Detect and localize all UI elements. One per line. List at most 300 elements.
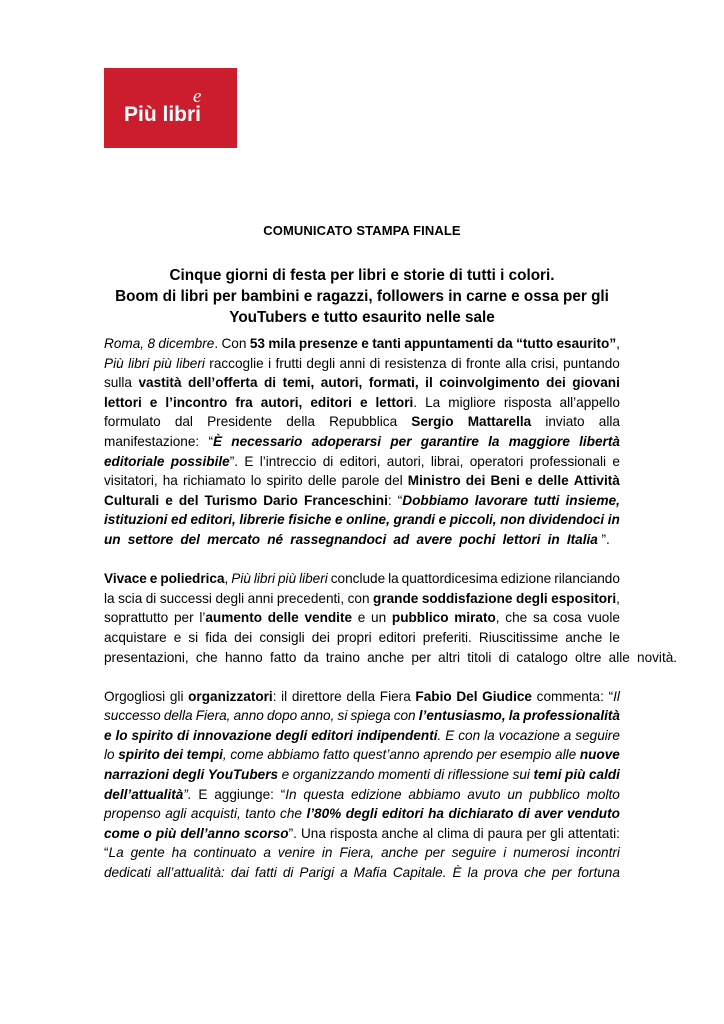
word: di <box>473 825 484 841</box>
word: catalogo <box>516 649 568 665</box>
word: prova <box>484 865 519 881</box>
word: fronte <box>466 355 501 371</box>
word: gli <box>169 688 184 704</box>
word: alle <box>608 649 630 665</box>
text-line <box>104 569 620 589</box>
word: la <box>508 708 521 724</box>
word: necessario <box>231 433 303 449</box>
word: da <box>303 649 319 665</box>
word: altri <box>438 649 461 665</box>
text-line <box>104 412 620 432</box>
text-line <box>104 843 620 863</box>
word: molto <box>586 786 620 802</box>
word: Una <box>300 825 326 841</box>
word: anno <box>233 708 264 724</box>
word: grandi <box>393 512 436 528</box>
word: delle <box>537 473 569 489</box>
word: espositori, <box>551 590 620 606</box>
word: raccoglie <box>209 355 264 371</box>
word: successi <box>159 590 212 606</box>
word: dei <box>163 747 184 763</box>
word: Beni <box>490 473 520 489</box>
word: tempi, <box>186 747 227 763</box>
word: di <box>264 375 277 391</box>
word: nuove <box>579 747 620 763</box>
word: all’attualità: <box>156 865 225 881</box>
word: editori <box>310 394 352 410</box>
word: commenta: <box>536 688 604 704</box>
word: come <box>230 747 264 763</box>
word: Roma, <box>104 336 145 351</box>
word: Giudice <box>482 688 532 704</box>
word: esempio <box>500 747 552 763</box>
word: spiega <box>350 708 391 724</box>
word: non <box>500 512 526 528</box>
word: quest’anno <box>353 747 420 763</box>
word: mirato, <box>454 610 500 626</box>
word: Italia ”. <box>566 531 610 547</box>
text-line <box>104 745 620 765</box>
word: e <box>149 571 158 587</box>
press-release-kicker: COMUNICATO STAMPA FINALE <box>263 223 461 238</box>
word: precedenti, <box>276 590 345 606</box>
word: Mafia <box>353 865 387 881</box>
word: di <box>369 355 381 371</box>
word: per <box>425 845 445 861</box>
word: librai, <box>430 453 464 469</box>
text-line <box>104 765 620 785</box>
word: organizzando <box>292 767 375 783</box>
word: pubblico <box>391 610 449 626</box>
word: con <box>347 590 370 606</box>
text-line <box>104 824 620 844</box>
word: abbiamo <box>408 786 461 802</box>
word: spirito <box>131 727 174 743</box>
word: si <box>337 708 348 724</box>
word: Orgogliosi <box>104 688 166 704</box>
word: l’entusiasmo, <box>418 708 506 724</box>
word: Mattarella <box>467 414 532 430</box>
word: delle <box>307 473 337 489</box>
word: propenso <box>104 806 161 822</box>
word: “La <box>104 845 124 861</box>
word: temi, <box>282 375 315 391</box>
word: ha <box>428 806 444 822</box>
word: della <box>163 708 193 724</box>
word: ad <box>393 531 410 547</box>
word: operatori <box>469 453 524 469</box>
word: E <box>445 727 455 743</box>
word: incontri <box>576 845 620 861</box>
word: in <box>321 845 333 861</box>
word: resistenza <box>384 355 447 371</box>
word: tanto <box>245 806 276 822</box>
logo-text: Più libri <box>124 103 202 126</box>
piu-libri-logo <box>104 68 237 148</box>
word: e <box>104 727 112 743</box>
word: in <box>547 531 560 547</box>
word: autori, <box>320 375 363 391</box>
word: il <box>425 375 433 391</box>
word: professionali <box>529 453 607 469</box>
word: rassegnandoci <box>290 531 387 547</box>
word: spirito <box>118 747 160 763</box>
word: al <box>422 825 434 841</box>
word: e <box>357 610 366 626</box>
word: Sergio <box>411 414 454 430</box>
word: frutti <box>275 355 302 371</box>
word: per <box>526 825 547 841</box>
word: pubblico <box>529 786 580 802</box>
word: lettori <box>502 531 541 547</box>
word: appuntamenti <box>404 336 494 351</box>
word: inviato <box>545 414 585 430</box>
word: dichiarato <box>448 806 514 822</box>
word: la <box>104 590 115 606</box>
word: della <box>286 414 315 430</box>
word: garantire <box>420 433 479 449</box>
word: libertà <box>579 433 620 449</box>
word: l’incontro <box>165 394 228 410</box>
word: Fiera, <box>195 708 231 724</box>
word: successo <box>104 708 161 724</box>
word: di <box>177 727 190 743</box>
word: degli <box>215 590 245 606</box>
word: la <box>388 571 399 587</box>
word: narrazioni <box>104 767 169 783</box>
logo-mark <box>104 68 237 148</box>
word: dell’anno <box>180 825 240 841</box>
word: dal <box>174 414 193 430</box>
word: 8 <box>147 336 155 351</box>
word: momenti <box>377 767 431 783</box>
word: della <box>346 688 376 704</box>
word: Più <box>231 571 251 587</box>
word: venire <box>277 845 315 861</box>
word: l’80% <box>306 806 342 822</box>
word: adoperarsi <box>311 433 382 449</box>
article-body <box>104 334 678 902</box>
word: consigli <box>259 629 305 645</box>
word: a <box>563 727 572 743</box>
headline-line: Cinque giorni di festa per libri e storie di tutti i colori. <box>169 267 555 284</box>
word: per <box>390 433 412 449</box>
word: e <box>165 492 173 508</box>
text-line <box>104 393 620 413</box>
word: soddisfazione <box>421 590 513 606</box>
word: l’aumento <box>199 610 263 626</box>
word: i <box>268 355 272 371</box>
word: richiamato <box>182 473 246 489</box>
word: che <box>505 610 528 626</box>
word: lo <box>104 747 115 763</box>
word: dai <box>230 865 249 881</box>
word: per <box>411 649 431 665</box>
headline-line: Boom di libri per bambini e ragazzi, followers in carne e ossa per gli <box>115 288 609 305</box>
word: del <box>180 531 200 547</box>
word: degli <box>172 767 205 783</box>
word: Dario <box>263 492 298 508</box>
word: editori <box>382 806 424 822</box>
word: editori, <box>339 453 381 469</box>
word: anche <box>565 629 603 645</box>
word: lo <box>250 473 262 489</box>
word: traino <box>325 649 360 665</box>
word: vocazione <box>498 727 560 743</box>
text-line <box>104 334 620 354</box>
word: dedicati <box>104 865 151 881</box>
word: grande <box>373 590 419 606</box>
word: online, <box>346 512 390 528</box>
word: visitatori, <box>104 473 158 489</box>
word: Fabio <box>415 688 452 704</box>
word: edizione <box>500 571 552 587</box>
word: i <box>503 845 507 861</box>
word: liberi <box>299 571 328 587</box>
word: più <box>155 825 177 841</box>
word: Franceschini: <box>304 492 392 508</box>
word: degli <box>275 727 308 743</box>
word: sa <box>532 610 548 626</box>
word: agli <box>165 806 187 822</box>
word: un <box>371 610 387 626</box>
headline-line: YouTubers e tutto esaurito nelle sale <box>229 309 495 326</box>
word: dividendoci <box>528 512 605 528</box>
word: per <box>476 747 497 763</box>
word: di <box>282 865 294 881</box>
word: abbiamo <box>267 747 320 763</box>
word: né <box>267 531 284 547</box>
word: si <box>188 629 199 645</box>
word: formati, <box>368 375 419 391</box>
word: autori, <box>260 394 303 410</box>
word: delle <box>267 610 299 626</box>
word: editori <box>311 727 353 743</box>
word: indipendenti. <box>356 727 442 743</box>
paragraph <box>104 687 620 883</box>
word: mercato <box>207 531 261 547</box>
word: tutti <box>533 492 560 508</box>
word: un <box>507 786 523 802</box>
word: fatto <box>322 747 350 763</box>
word: “È <box>208 433 223 449</box>
word: possibile”. <box>170 453 238 469</box>
word: di <box>145 590 157 606</box>
word: editori <box>378 629 416 645</box>
word: per <box>551 865 572 881</box>
text-line <box>104 628 620 648</box>
word: a <box>263 845 271 861</box>
word: con <box>458 727 481 743</box>
word: caldi <box>588 767 620 783</box>
paragraph <box>104 334 620 550</box>
word: anno, <box>300 708 335 724</box>
word: “In <box>280 786 297 802</box>
word: e <box>281 767 290 783</box>
word: più <box>565 767 586 783</box>
word: le <box>609 629 620 645</box>
word: piccoli, <box>449 512 497 528</box>
word: continuato <box>193 845 257 861</box>
text-line <box>104 432 620 452</box>
word: Attività <box>573 473 620 489</box>
word: migliore <box>448 394 496 410</box>
headline <box>104 265 620 328</box>
word: oltre <box>575 649 602 665</box>
word: Con <box>221 336 247 351</box>
word: e <box>359 394 368 410</box>
word: settore <box>127 531 174 547</box>
word: Fiera <box>379 688 411 704</box>
text-line <box>104 726 620 746</box>
word: e <box>438 512 447 528</box>
word: fida <box>205 629 228 645</box>
word: l’intreccio <box>259 453 317 469</box>
word: questa <box>303 786 345 802</box>
word: preferiti. <box>422 629 472 645</box>
word: dopo <box>266 708 298 724</box>
word: degli <box>345 806 378 822</box>
word: lo <box>115 727 128 743</box>
word: e <box>149 394 158 410</box>
word: tanti <box>372 336 401 351</box>
word: anni <box>247 590 274 606</box>
word: di <box>322 453 334 469</box>
text-line <box>104 608 620 628</box>
text-line <box>104 687 620 707</box>
word: gente <box>130 845 165 861</box>
text-line <box>104 804 620 824</box>
word: di <box>451 355 462 371</box>
word: venduto <box>567 806 620 822</box>
word: propri <box>336 629 372 645</box>
logo-accent-letter: e <box>193 86 202 107</box>
word: alle <box>555 747 577 763</box>
word: alla <box>598 414 620 430</box>
word: autori, <box>386 453 425 469</box>
text-line <box>104 452 620 472</box>
word: più <box>277 571 297 587</box>
word: maggiore <box>508 433 570 449</box>
word: puntando <box>563 355 620 371</box>
word: del <box>178 492 199 508</box>
word: lettori <box>104 394 142 410</box>
word: anche <box>367 649 405 665</box>
word: aggiunge: <box>214 786 274 802</box>
word: È <box>452 865 462 881</box>
word: da <box>496 336 513 351</box>
word: alla <box>505 355 527 371</box>
word: dei <box>234 629 253 645</box>
word: sulla <box>104 375 132 391</box>
word: presentazioni, <box>104 649 189 665</box>
word: o <box>143 825 152 841</box>
word: scorso”. <box>244 825 297 841</box>
word: formulato <box>104 414 161 430</box>
word: Vivace <box>104 571 147 587</box>
word: più <box>153 355 172 371</box>
word: dell’attualità”. <box>104 786 192 802</box>
word: Repubblica <box>329 414 398 430</box>
word: conclude <box>330 571 386 587</box>
word: e <box>334 512 343 528</box>
word: Presidente <box>207 414 273 430</box>
word: il <box>281 688 288 704</box>
word: del <box>384 473 403 489</box>
word: 53 <box>249 336 265 351</box>
word: quattordicesima <box>401 571 498 587</box>
word: ha <box>171 845 187 861</box>
word: anni <box>339 355 366 371</box>
word: degli <box>306 355 336 371</box>
word: “Dobbiamo <box>397 492 469 508</box>
word: pochi <box>459 531 496 547</box>
word: innovazione <box>193 727 272 743</box>
word: editoriale <box>104 453 165 469</box>
word: edizione <box>350 786 402 802</box>
word: Turismo <box>204 492 258 508</box>
word: istituzioni <box>104 512 168 528</box>
text-line <box>104 373 620 393</box>
word: soprattutto <box>104 610 169 626</box>
word: novità. <box>637 649 678 665</box>
word: che <box>195 649 218 665</box>
word: ed <box>171 512 187 528</box>
word: Più <box>104 355 124 371</box>
word: la <box>488 433 500 449</box>
word: come <box>104 825 140 841</box>
word: vuole <box>587 610 620 626</box>
word: di <box>517 806 531 822</box>
word: E <box>198 786 208 802</box>
word: acquisti, <box>190 806 241 822</box>
word: organizzatori: <box>188 688 277 704</box>
text-line <box>104 785 620 805</box>
word: fortuna <box>577 865 620 881</box>
word: risposta <box>503 394 552 410</box>
word: che <box>524 865 546 881</box>
word: un <box>104 531 121 547</box>
word: a <box>340 865 348 881</box>
word: di <box>433 767 445 783</box>
word: che <box>280 806 302 822</box>
word: coinvolgimento <box>439 375 540 391</box>
word: professionalità <box>523 708 620 724</box>
word: avuto <box>467 786 501 802</box>
word: acquistare <box>104 629 167 645</box>
word: avere <box>416 531 453 547</box>
word: gli <box>550 825 564 841</box>
text-line <box>104 530 620 550</box>
text-line <box>104 354 620 374</box>
word: fatto <box>269 649 297 665</box>
word: dei <box>311 629 330 645</box>
word: degli <box>515 590 548 606</box>
word: esaurito”, <box>556 336 620 351</box>
word: direttore <box>291 688 342 704</box>
word: fisiche <box>288 512 332 528</box>
text-line <box>104 648 678 668</box>
word: vastità <box>138 375 182 391</box>
word: E <box>244 453 254 469</box>
word: Capitale. <box>392 865 447 881</box>
word: attentati: <box>567 825 620 841</box>
word: presenze <box>298 336 358 351</box>
word: anche <box>381 845 419 861</box>
word: YouTubers <box>207 767 279 783</box>
word: Fiera, <box>339 845 375 861</box>
word: aprendo <box>423 747 474 763</box>
